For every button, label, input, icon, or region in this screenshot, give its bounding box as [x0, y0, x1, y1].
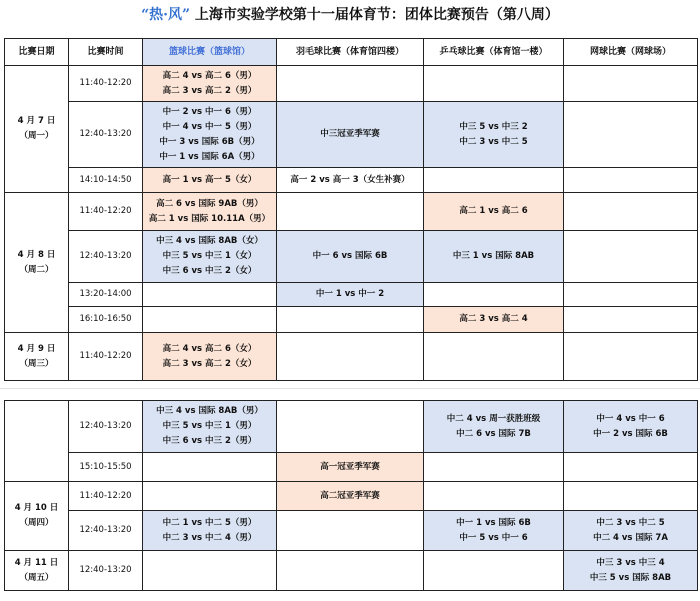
basketball-cell: 中一 2 vs 中一 6（男） 中一 4 vs 中一 5（男） 中一 3 vs 国际 6B（男） 中一 1 vs 国际 6A（男） [143, 102, 277, 168]
pingpong-cell [424, 283, 564, 307]
tennis-cell [564, 307, 698, 333]
time-cell: 12:40-13:20 [69, 551, 143, 591]
date-cell: 4 月 11 日 （周五） [5, 551, 69, 591]
table-row [5, 168, 698, 193]
tennis-cell [564, 193, 698, 231]
basketball-cell [143, 482, 277, 511]
tennis-cell [564, 168, 698, 193]
tennis-cell: 中二 3 vs 中二 5 中二 4 vs 国际 7A [564, 511, 698, 551]
badminton-cell [277, 511, 424, 551]
schedule-table-bottom [4, 400, 698, 591]
date-cell [5, 401, 69, 482]
badminton-cell: 高二冠亚季军赛 [277, 482, 424, 511]
pingpong-cell: 中一 1 vs 国际 6B 中一 5 vs 中一 6 [424, 511, 564, 551]
tennis-cell [564, 283, 698, 307]
pingpong-cell [424, 482, 564, 511]
tennis-cell [564, 453, 698, 482]
header-date: 比赛日期 [5, 39, 69, 66]
pingpong-cell [424, 66, 564, 102]
badminton-cell: 中一 6 vs 国际 6B [277, 231, 424, 283]
header-pingpong: 乒乓球比赛（体育馆一楼） [424, 39, 564, 66]
pingpong-cell: 高二 3 vs 高二 4 [424, 307, 564, 333]
basketball-cell [143, 307, 277, 333]
tennis-cell [564, 102, 698, 168]
header-basketball: 篮球比赛（篮球馆） [143, 39, 277, 66]
table-row [5, 333, 698, 381]
tennis-cell: 中三 3 vs 中三 4 中三 5 vs 国际 8AB [564, 551, 698, 591]
pingpong-cell: 中二 4 vs 周一获胜班级 中二 6 vs 国际 7B [424, 401, 564, 453]
basketball-cell: 中三 4 vs 国际 8AB（男） 中三 5 vs 中三 1（男） 中三 6 vs 中三 2（男） [143, 401, 277, 453]
badminton-cell: 高一 2 vs 高一 3（女生补赛） [277, 168, 424, 193]
time-cell: 12:40-13:20 [69, 401, 143, 453]
badminton-cell: 中三冠亚季军赛 [277, 102, 424, 168]
badminton-cell [277, 307, 424, 333]
basketball-cell: 高一 1 vs 高一 5（女） [143, 168, 277, 193]
table-row [5, 551, 698, 591]
page-title [0, 3, 700, 27]
pingpong-cell [424, 453, 564, 482]
header-badminton: 羽毛球比赛（体育馆四楼） [277, 39, 424, 66]
pingpong-cell: 高二 1 vs 高二 6 [424, 193, 564, 231]
badminton-cell [277, 551, 424, 591]
schedule-table-top [4, 38, 698, 381]
badminton-cell [277, 401, 424, 453]
badminton-cell [277, 66, 424, 102]
page-break-line [0, 388, 700, 389]
pingpong-cell [424, 168, 564, 193]
pingpong-cell [424, 551, 564, 591]
basketball-cell: 中三 4 vs 国际 8AB（女） 中三 5 vs 中三 1（女） 中三 6 vs 中三 2（女） [143, 231, 277, 283]
title-main: 上海市实验学校第十一届体育节：团体比赛预告（第八周） [190, 7, 559, 23]
time-cell: 14:10-14:50 [69, 168, 143, 193]
time-cell: 12:40-13:20 [69, 231, 143, 283]
basketball-cell [143, 453, 277, 482]
table-row [5, 453, 698, 482]
time-cell: 16:10-16:50 [69, 307, 143, 333]
table-row [5, 66, 698, 102]
table-row [5, 307, 698, 333]
time-cell: 13:20-14:00 [69, 283, 143, 307]
tennis-cell [564, 66, 698, 102]
header-row [5, 39, 698, 66]
table-row [5, 511, 698, 551]
date-cell: 4 月 9 日 （周三） [5, 333, 69, 381]
basketball-cell [143, 283, 277, 307]
tennis-cell [564, 482, 698, 511]
date-cell: 4 月 8 日 （周二） [5, 193, 69, 333]
table-row [5, 231, 698, 283]
pingpong-cell: 中三 5 vs 中三 2 中二 3 vs 中二 5 [424, 102, 564, 168]
badminton-cell [277, 333, 424, 381]
tennis-cell [564, 333, 698, 381]
tennis-cell [564, 231, 698, 283]
badminton-cell [277, 193, 424, 231]
time-cell: 11:40-12:20 [69, 482, 143, 511]
time-cell: 11:40-12:20 [69, 193, 143, 231]
table-row [5, 193, 698, 231]
pingpong-cell: 中三 1 vs 国际 8AB [424, 231, 564, 283]
table-row [5, 283, 698, 307]
time-cell: 12:40-13:20 [69, 102, 143, 168]
badminton-cell: 中一 1 vs 中一 2 [277, 283, 424, 307]
date-cell: 4 月 7 日 （周一） [5, 66, 69, 193]
time-cell: 11:40-12:20 [69, 333, 143, 381]
basketball-cell: 高二 4 vs 高二 6（男） 高二 3 vs 高二 2（男） [143, 66, 277, 102]
table-row [5, 401, 698, 453]
basketball-cell: 中二 1 vs 中二 5（男） 中二 3 vs 中二 4（男） [143, 511, 277, 551]
table-row [5, 102, 698, 168]
tennis-cell: 中一 4 vs 中一 6 中一 2 vs 国际 6B [564, 401, 698, 453]
badminton-cell: 高一冠亚季军赛 [277, 453, 424, 482]
basketball-cell: 高二 4 vs 高二 6（女） 高二 3 vs 高二 2（女） [143, 333, 277, 381]
title-accent: “热·风” [141, 7, 191, 23]
header-tennis: 网球比赛（网球场） [564, 39, 698, 66]
basketball-cell: 高二 6 vs 国际 9AB（男） 高二 1 vs 国际 10.11A（男） [143, 193, 277, 231]
pingpong-cell [424, 333, 564, 381]
time-cell: 12:40-13:20 [69, 511, 143, 551]
header-time: 比赛时间 [69, 39, 143, 66]
table-row [5, 482, 698, 511]
basketball-cell [143, 551, 277, 591]
time-cell: 15:10-15:50 [69, 453, 143, 482]
time-cell: 11:40-12:20 [69, 66, 143, 102]
date-cell: 4 月 10 日 （周四） [5, 482, 69, 551]
